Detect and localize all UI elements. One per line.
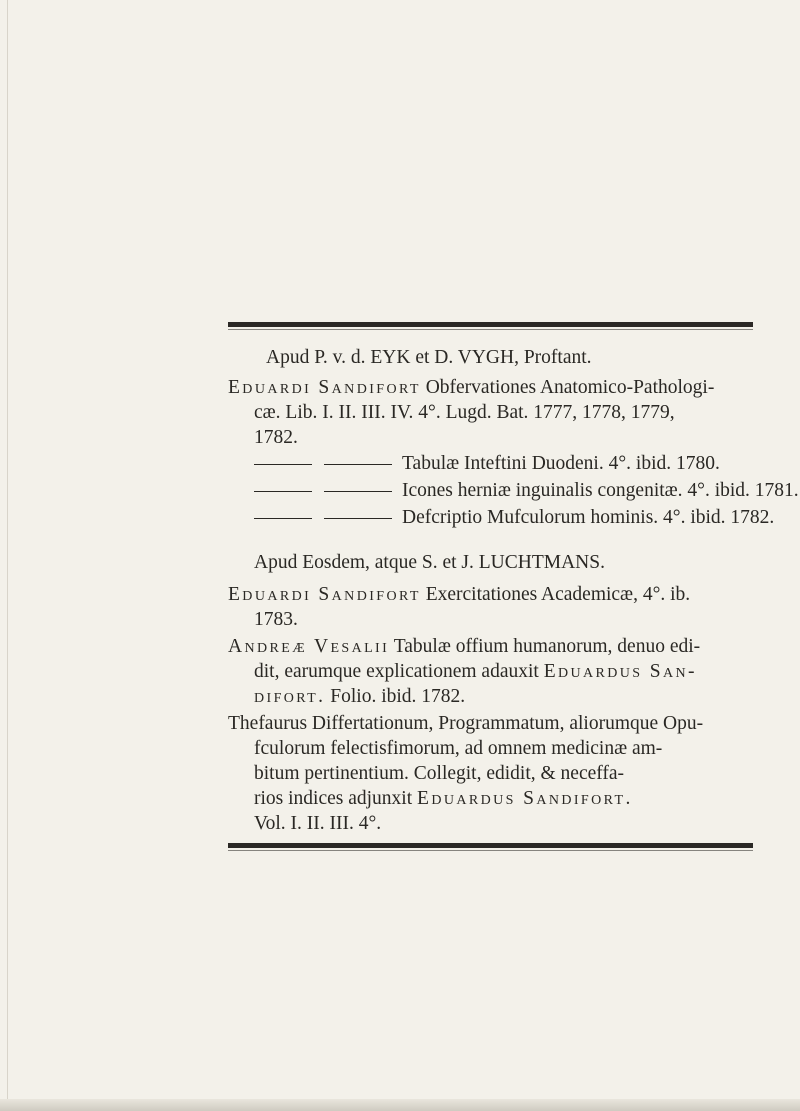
- author-name: Andreæ Vesalii: [228, 636, 390, 657]
- sub-entry: [254, 479, 799, 503]
- sub-entry-text: Defcriptio Mufculorum hominis. 4°. ibid. 1782.: [402, 507, 775, 528]
- entry-continuation: 1783.: [254, 609, 298, 630]
- entry-thesaurus: Thefaurus Differtationum, Programmatum, aliorumque Opu-: [228, 713, 704, 734]
- entry-sandifort-observationes: [228, 376, 714, 400]
- sub-entry: [254, 452, 720, 476]
- editor-name: Eduardus Sandifort.: [417, 788, 633, 809]
- entry-title: Obfervationes Anatomico-Pathologi-: [425, 377, 715, 398]
- entry-continuation: bitum pertinentium. Collegit, edidit, & neceffa-: [254, 763, 625, 784]
- entry-continuation: Vol. I. II. III. 4°.: [254, 813, 382, 834]
- bottom-rule: [228, 843, 753, 848]
- top-rule: [228, 322, 753, 327]
- top-rule-thin: [228, 329, 753, 330]
- entry-continuation: cæ. Lib. I. II. III. IV. 4°. Lugd. Bat. 1777, 1778, 1779,: [254, 402, 675, 423]
- ditto-dash: [254, 491, 312, 493]
- sub-entry-text: Tabulæ Inteftini Duodeni. 4°. ibid. 1780.: [402, 453, 720, 474]
- publisher-line-1: Apud P. v. d. EYK et D. VYGH, Proftant.: [266, 347, 592, 368]
- page-bottom-edge: [0, 1099, 800, 1111]
- ditto-dash: [254, 464, 312, 466]
- continuation-text: rios indices adjunxit: [254, 788, 413, 809]
- editor-name: difort.: [254, 686, 326, 707]
- continuation-text: Folio. ibid. 1782.: [330, 686, 466, 707]
- entry-continuation: [254, 685, 465, 709]
- editor-name: Eduardus San-: [543, 661, 697, 682]
- entry-continuation: 1782.: [254, 427, 298, 448]
- ditto-dash: [254, 518, 312, 520]
- author-name: Eduardi Sandifort: [228, 584, 421, 605]
- ditto-dash: [324, 491, 392, 493]
- ditto-dash: [324, 464, 392, 466]
- continuation-text: dit, earumque explicationem adauxit: [254, 661, 539, 682]
- entry-continuation: [254, 787, 633, 811]
- entry-vesalius: [228, 635, 700, 659]
- author-name: Eduardi Sandifort: [228, 377, 421, 398]
- sub-entry: [254, 506, 774, 530]
- entry-sandifort-exercitationes: [228, 583, 690, 607]
- entry-continuation: [254, 660, 697, 684]
- publisher-line-2: Apud Eosdem, atque S. et J. LUCHTMANS.: [254, 552, 605, 573]
- bottom-rule-thin: [228, 850, 753, 851]
- entry-title: Exercitationes Academicæ, 4°. ib.: [425, 584, 691, 605]
- sub-entry-text: Icones herniæ inguinalis congenitæ. 4°. ibid. 1781.: [402, 480, 799, 501]
- ditto-dash: [324, 518, 392, 520]
- page-edge: [7, 0, 8, 1111]
- entry-title: Tabulæ offium humanorum, denuo edi-: [393, 636, 701, 657]
- entry-continuation: fculorum felectisfimorum, ad omnem medicinæ am-: [254, 738, 663, 759]
